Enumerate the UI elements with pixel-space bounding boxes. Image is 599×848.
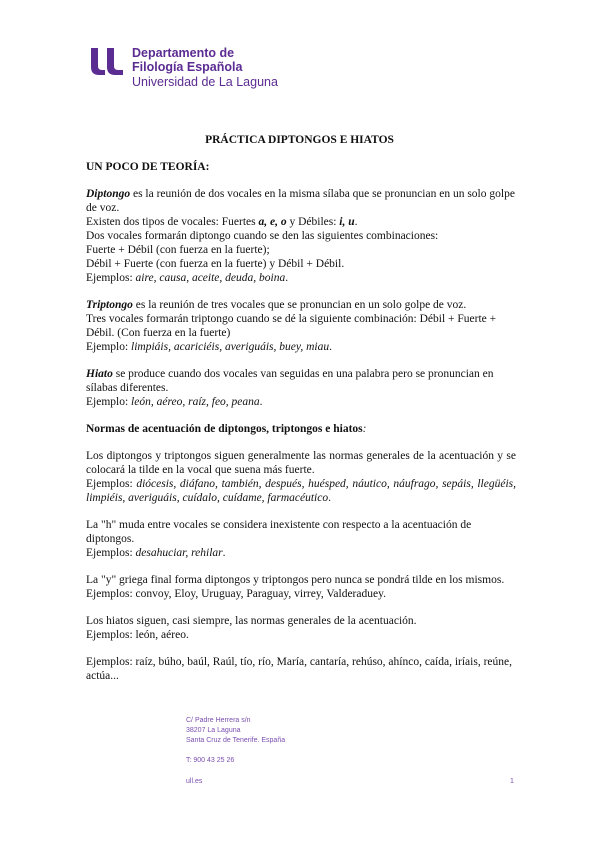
page-number: 1 — [510, 778, 514, 785]
logo-line-3: Universidad de La Laguna — [132, 75, 278, 89]
hiato-examples: Ejemplo: león, aéreo, raíz, feo, peana. — [86, 396, 263, 408]
logo-line-2: Filología Española — [132, 60, 243, 74]
ull-logo-icon — [90, 46, 124, 76]
document-title: PRÁCTICA DIPTONGOS E HIATOS — [205, 134, 394, 146]
diptongo-examples: Ejemplos: aire, causa, aceite, deuda, boina. — [86, 272, 289, 284]
footer-address — [186, 716, 285, 766]
address-line-2: 38207 La Laguna — [186, 727, 241, 734]
diptongo-combo-1: Fuerte + Débil (con fuerza en la fuerte); — [86, 244, 270, 256]
triptongo-definition: Triptongo es la reunión de tres vocales que se pronuncian en un solo golpe de voz. — [86, 299, 467, 311]
diptongo-combos-intro: Dos vocales formarán diptongo cuando se den las siguientes combinaciones: — [86, 230, 439, 242]
theory-heading: UN POCO DE TEORÍA: — [86, 161, 210, 173]
document-body — [86, 160, 516, 683]
norms-paragraph-4: Los hiatos siguen, casi siempre, las normas generales de la acentuación. — [86, 615, 417, 627]
logo-line-1: Departamento de — [132, 46, 235, 60]
norms-paragraph-1-examples: Ejemplos: diócesis, diáfano, también, después, huésped, náutico, náufrago, sepáis, llegüéis, limpiéis, averiguáis, cuídalo, cuídame, farmacéutico. — [86, 478, 517, 504]
norms-paragraph-1: Los diptongos y triptongos siguen generalmente las normas generales de la acentuación y se colocará la tilde en la vocal que suena más fuerte. — [86, 450, 516, 476]
norms-paragraph-3-examples: Ejemplos: convoy, Eloy, Uruguay, Paraguay, virrey, Valderaduey. — [86, 588, 386, 600]
diptongo-definition: Diptongo es la reunión de dos vocales en la misma sílaba que se pronuncian en un solo golpe de voz. — [86, 188, 515, 214]
norms-paragraph-5: Ejemplos: raíz, búho, baúl, Raúl, tío, río, María, cantaría, rehúso, ahínco, caída, iríais, reúne, actúa... — [86, 656, 512, 682]
footer-phone: T: 900 43 25 26 — [186, 757, 235, 764]
diptongo-combo-2: Débil + Fuerte (con fuerza en la fuerte) y Débil + Débil. — [86, 258, 345, 270]
triptongo-rule: Tres vocales formarán triptongo cuando se dé la siguiente combinación: Débil + Fuerte + Débil. (Con fuerza en la fuerte) — [86, 313, 497, 339]
norms-paragraph-3: La "y" griega final forma diptongos y triptongos pero nunca se pondrá tilde en los mismos. — [86, 574, 505, 586]
norms-paragraph-2: La "h" muda entre vocales se considera inexistente con respecto a la acentuación de diptongos. — [86, 519, 472, 545]
vowel-types: Existen dos tipos de vocales: Fuertes a, e, o y Débiles: i, u. — [86, 216, 358, 228]
hiato-definition: Hiato se produce cuando dos vocales van seguidas en una palabra pero se pronuncian en sílabas diferentes. — [86, 368, 494, 394]
address-line-3: Santa Cruz de Tenerife. España — [186, 737, 286, 744]
norms-paragraph-2-examples: Ejemplos: desahuciar, rehilar. — [86, 547, 226, 559]
department-logo — [90, 46, 300, 96]
footer-url[interactable]: ull.es — [186, 778, 203, 785]
address-line-1: C/ Padre Herrera s/n — [186, 717, 251, 724]
norms-paragraph-4-examples: Ejemplos: león, aéreo. — [86, 629, 189, 641]
triptongo-examples: Ejemplo: limpiáis, acariciéis, averiguáis, buey, miau. — [86, 341, 332, 353]
norms-heading: Normas de acentuación de diptongos, triptongos e hiatos: — [86, 423, 367, 435]
